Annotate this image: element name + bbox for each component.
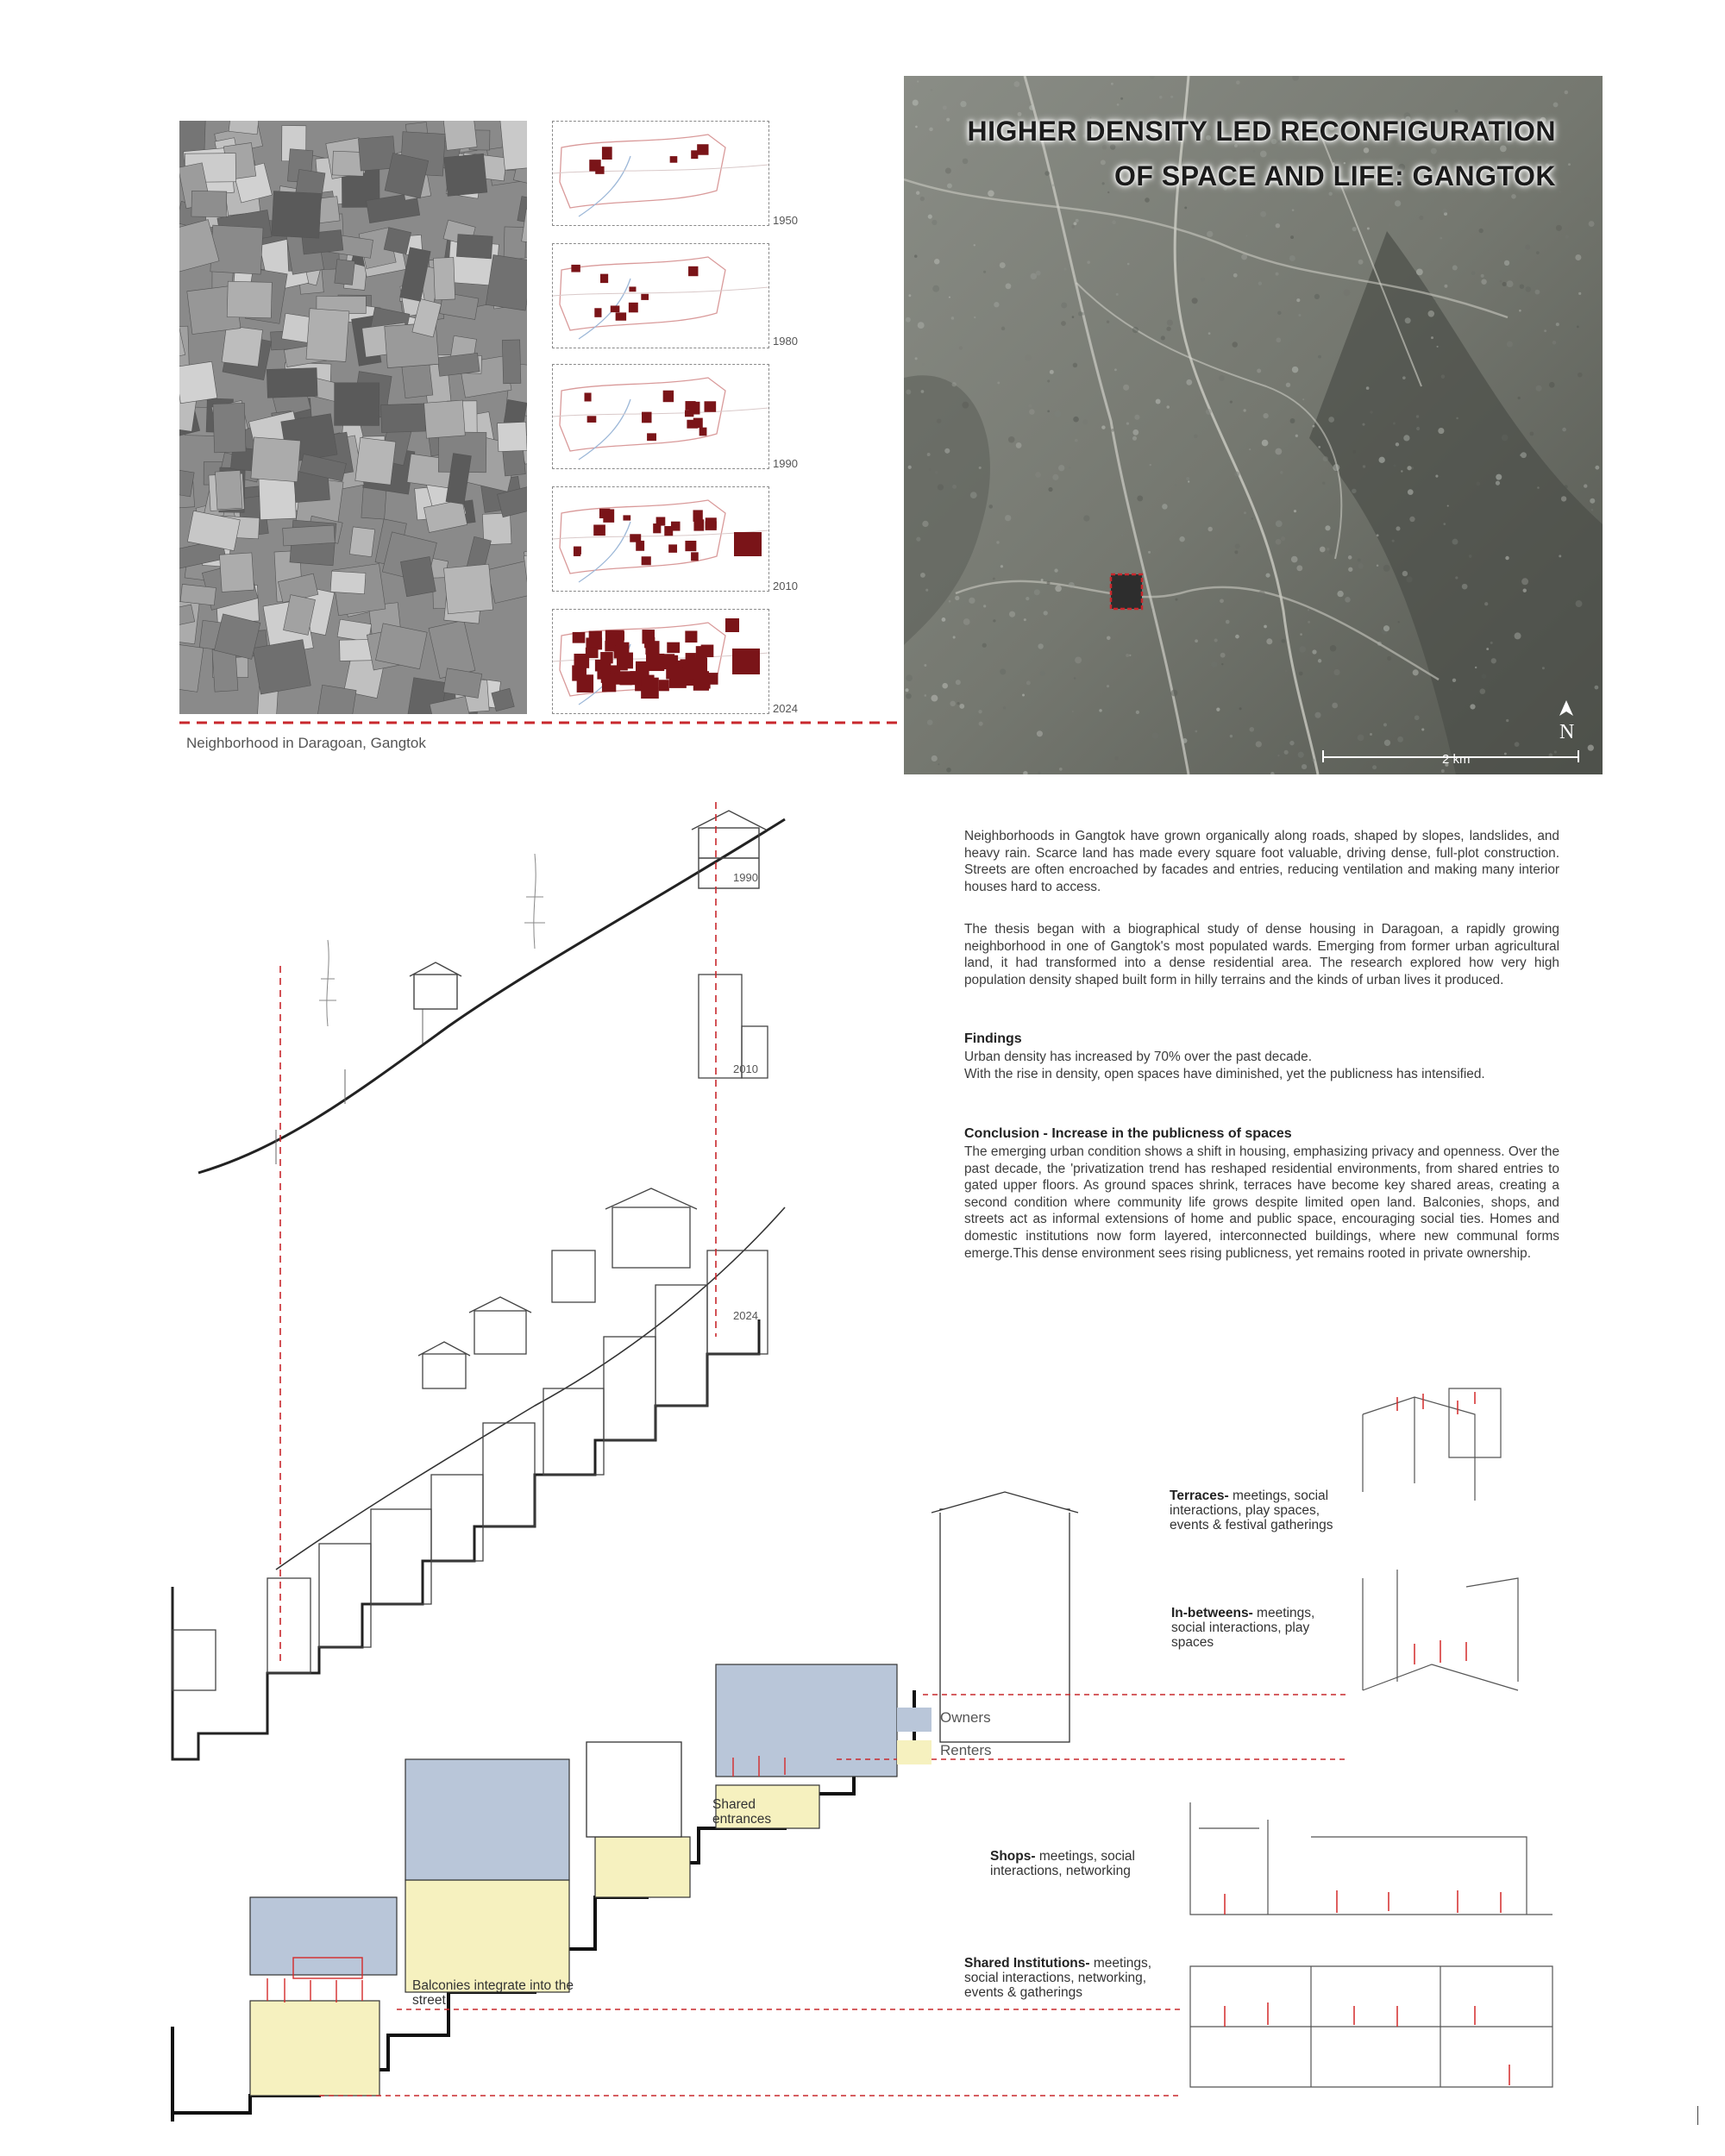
institutions-title: Shared Institutions- [964,1956,1090,1971]
shops-title: Shops- [990,1849,1036,1864]
section-year-2024: 2024 [733,1309,758,1322]
findings-line-2: With the rise in density, open spaces have diminished, yet the publicness has intensified. [964,1067,1485,1081]
legend-swatch-owners [897,1708,932,1732]
colored-section [172,1492,1078,2122]
shops-text: meetings, social interactions, networking [990,1849,1135,1878]
in-betweens-text: meetings, social interactions, play spaces [1171,1606,1315,1650]
evolution-year-label: 1980 [773,335,798,348]
aerial-photo [179,121,527,714]
shared-entrances-annotation: Shared entrances [712,1797,772,1827]
shops-sketch [1182,1785,1561,1923]
north-arrow-label: N [1559,721,1575,743]
in-betweens-sketch [1346,1561,1527,1699]
institutions-annotation [964,1956,1171,2000]
institutions-text: meetings, social interactions, networking, events & gatherings [964,1956,1152,2000]
evolution-map-2024 [552,609,769,714]
evolution-map-1990 [552,364,769,469]
terraces-title: Terraces- [1170,1489,1229,1503]
thesis-paragraph: The thesis began with a biographical study of dense housing in Daragoan, a rapidly growing neighborhood in one of Gangtok's most populated wards. Emerging from former urban agricultural land, it had transformed into a dense residential area. The research explored how very high population density shaped built form in hilly terrains and the kinds of urban lives it produced. [964,922,1559,987]
conclusion-heading: Conclusion - Increase in the publicness of spaces [964,1126,1292,1141]
evolution-year-label: 1990 [773,457,798,470]
legend-swatch-renters [897,1740,932,1764]
section-drawings [164,802,1544,2122]
evolution-map-1980 [552,243,769,348]
page-title-line-2: OF SPACE AND LIFE: GANGTOK [1114,160,1556,191]
section-2024 [172,1250,768,1759]
page-mark [1697,2106,1698,2125]
section-year-2010: 2010 [733,1062,758,1075]
findings-heading: Findings [964,1031,1022,1046]
evolution-map-1950 [552,121,769,226]
terraces-text: meetings, social interactions, play spaces, events & festival gatherings [1170,1489,1333,1532]
in-betweens-annotation [1171,1606,1335,1650]
section-year-1990: 1990 [733,871,758,884]
evolution-year-label: 2024 [773,702,798,715]
section-1990 [198,811,785,1173]
evolution-map-2010 [552,486,769,592]
legend-label-renters: Renters [940,1742,992,1758]
aerial-caption: Neighborhood in Daragoan, Gangtok [186,735,426,751]
scale-bar-label: 2 km [1442,752,1471,767]
shops-annotation [990,1849,1171,1878]
terraces-annotation [1170,1489,1333,1532]
section-2010 [276,975,785,1570]
page-title-line-1: HIGHER DENSITY LED RECONFIGURATION [967,116,1556,147]
institutions-sketch [1182,1949,1561,2096]
terraces-sketch [1346,1380,1527,1509]
evolution-year-label: 2010 [773,580,798,592]
legend-label-owners: Owners [940,1709,991,1726]
intro-paragraph: Neighborhoods in Gangtok have grown organically along roads, shaped by slopes, landslides, and heavy rain. Scarce land has made every square foot valuable, driving dense, full-plot construction. Streets are often encroached by facades and entries, reducing ventilation and making many interior houses hard to access. [964,829,1559,894]
conclusion-paragraph: The emerging urban condition shows a shift in housing, emphasizing privacy and openness. Over the past decade, the 'privatization trend has reshaped residential environments, from shared entries to gated upper floors. As ground spaces shrink, terraces have become key shared areas, creating a second condition where community life grows despite limited open land. Balconies, shops, and streets act as informal extensions of home and public space, encouraging social ties. Homes and domestic institutions now form layered, interconnected buildings, where new communal forms emerge.This dense environment sees rising publicness, yet remains rooted in private ownership. [964,1144,1559,1261]
findings-line-1: Urban density has increased by 70% over the past decade. [964,1050,1312,1064]
in-betweens-title: In-betweens- [1171,1606,1253,1620]
evolution-year-label: 1950 [773,214,798,227]
balconies-annotation: Balconies integrate into the street [412,1978,574,2008]
